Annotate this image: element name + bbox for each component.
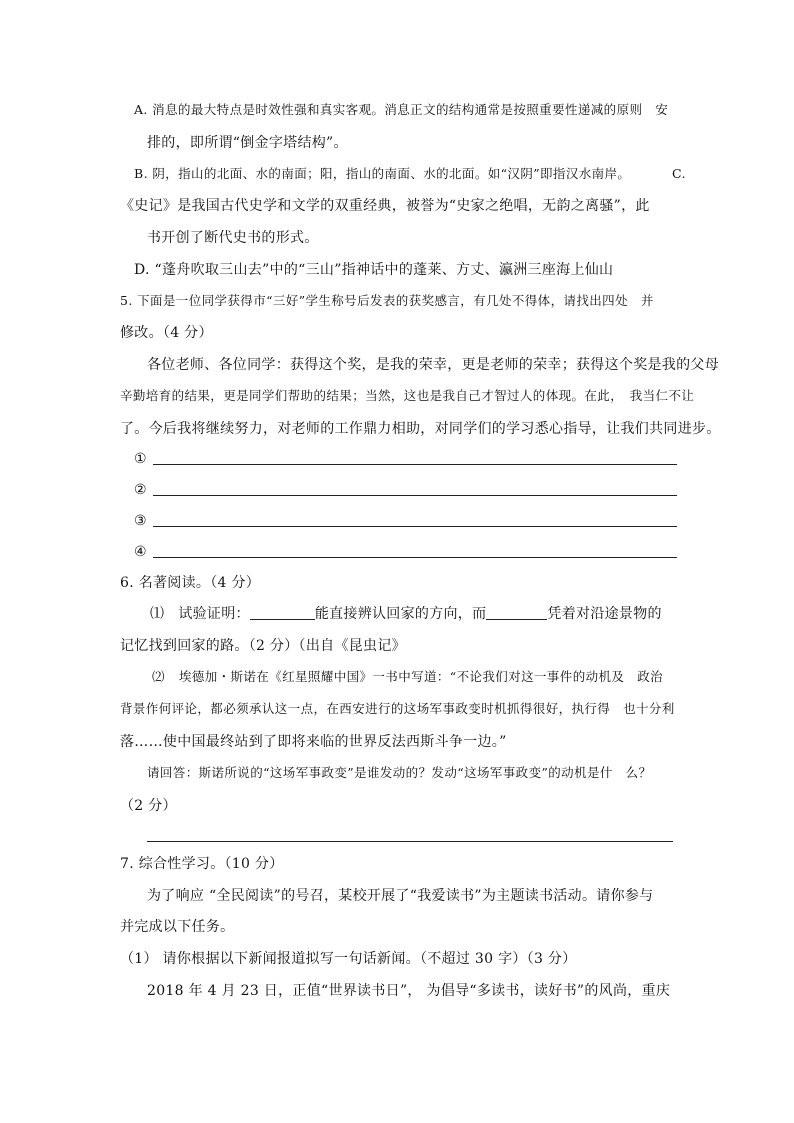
q7-stem: 7. 综合性学习。（10 分） xyxy=(120,856,284,872)
q5-answer-number: ① xyxy=(134,451,147,467)
q6-question-line1: 请回答：斯诺所说的“这场军事政变”是谁发动的？发动“这场军事政变”的动机是什 么？ xyxy=(147,765,652,780)
q6-question-line2: （2 分） xyxy=(120,798,177,814)
q7-intro-line2: 并完成以下任务。 xyxy=(120,919,235,935)
q4-option-a-line2: 排的，即所谓“倒金字塔结构”。 xyxy=(147,135,348,151)
q6-sub2-line3: 落……使中国最终站到了即将来临的世界反法西斯斗争一边。” xyxy=(120,734,507,750)
q6-sub2-line1 xyxy=(152,671,663,684)
q5-answer-number: ③ xyxy=(134,513,147,529)
q4-option-c-label: C. xyxy=(672,166,686,181)
q7-intro-line1: 为了响应 “全民阅读”的号召，某校开展了“我爱读书”为主题读书活动。请你参与 xyxy=(147,888,654,904)
q5-passage-line3: 了。今后我将继续努力，对老师的工作鼎力相助，对同学们的学习悉心指导，让我们共同进步。 xyxy=(120,421,721,437)
q6-sub1-text-a: 试验证明： xyxy=(178,606,250,622)
q7-task1: （1） 请你根据以下新闻报道拟写一句话新闻。（不超过 30 字）（3 分） xyxy=(120,951,577,967)
q5-stem-line1: 5. 下面是一位同学获得市“三好”学生称号后发表的获奖感言，有几处不得体，请找出四处 并 xyxy=(120,293,654,308)
q6-sub1-number: ⑴ xyxy=(150,606,165,622)
q5-answer-line[interactable] xyxy=(153,557,677,558)
q6-sub1-text-b: 能直接辨认回家的方向，而 xyxy=(314,606,487,622)
q5-answer-line[interactable] xyxy=(153,495,677,496)
q6-sub1-line1 xyxy=(150,607,662,621)
q7-news-line1: 2018 年 4 月 23 日，正值“世界读书日”， 为倡导“多读书，读好书”的风尚，重庆 xyxy=(147,983,671,999)
q4-option-a-line1: A. 消息的最大特点是时效性强和真实客观。消息正文的结构通常是按照重要性递减的原则 安 xyxy=(134,102,669,117)
q6-sub1-blank-1[interactable] xyxy=(250,607,315,620)
q5-passage-line2: 辛勤培育的结果，更是同学们帮助的结果；当然，这也是我自己才智过人的体现。在此， 我当仁不让 xyxy=(120,388,695,403)
q5-stem-line2: 修改。（4 分） xyxy=(120,325,213,341)
q4-option-d: D. “蓬舟吹取三山去”中的“三山”指神话中的蓬莱、方丈、瀛洲三座海上仙山 xyxy=(134,262,614,278)
q4-option-b: B. 阴，指山的北面、水的南面；阳，指山的南面、水的北面。如“汉阴”即指汉水南岸。 xyxy=(134,166,631,181)
q4-option-c-line1: 《史记》是我国古代史学和文学的双重经典，被誉为“史家之绝唱，无韵之离骚”，此 xyxy=(120,198,650,214)
q6-sub2-number: ⑵ xyxy=(152,669,165,684)
q6-sub1-line2: 记忆找到回家的路。（2 分）（出自《昆虫记》 xyxy=(120,638,406,654)
q6-answer-line[interactable] xyxy=(147,841,673,842)
q5-answer-line[interactable] xyxy=(153,526,677,527)
q6-sub2-text-a: 埃德加・斯诺在《红星照耀中国》一书中写道：“不论我们对这一事件的动机及 政治 xyxy=(178,669,663,684)
q5-answer-number: ② xyxy=(134,482,147,498)
q6-sub1-text-c: 凭着对沿途景物的 xyxy=(547,606,662,622)
q6-sub2-line2: 背景作何评论，都必须承认这一点，在西安进行的这场军事政变时机抓得很好，执行得 也十分利 xyxy=(120,701,675,716)
q4-option-c-line2: 书开创了断代史书的形式。 xyxy=(147,230,319,246)
q5-answer-number: ④ xyxy=(134,544,147,560)
q6-sub1-blank-2[interactable] xyxy=(486,607,547,620)
q6-stem: 6. 名著阅读。（4 分） xyxy=(120,575,261,591)
q5-passage-line1: 各位老师、各位同学：获得这个奖，是我的荣幸，更是老师的荣幸；获得这个奖是我的父母 xyxy=(147,357,719,373)
q5-answer-line[interactable] xyxy=(153,464,677,465)
